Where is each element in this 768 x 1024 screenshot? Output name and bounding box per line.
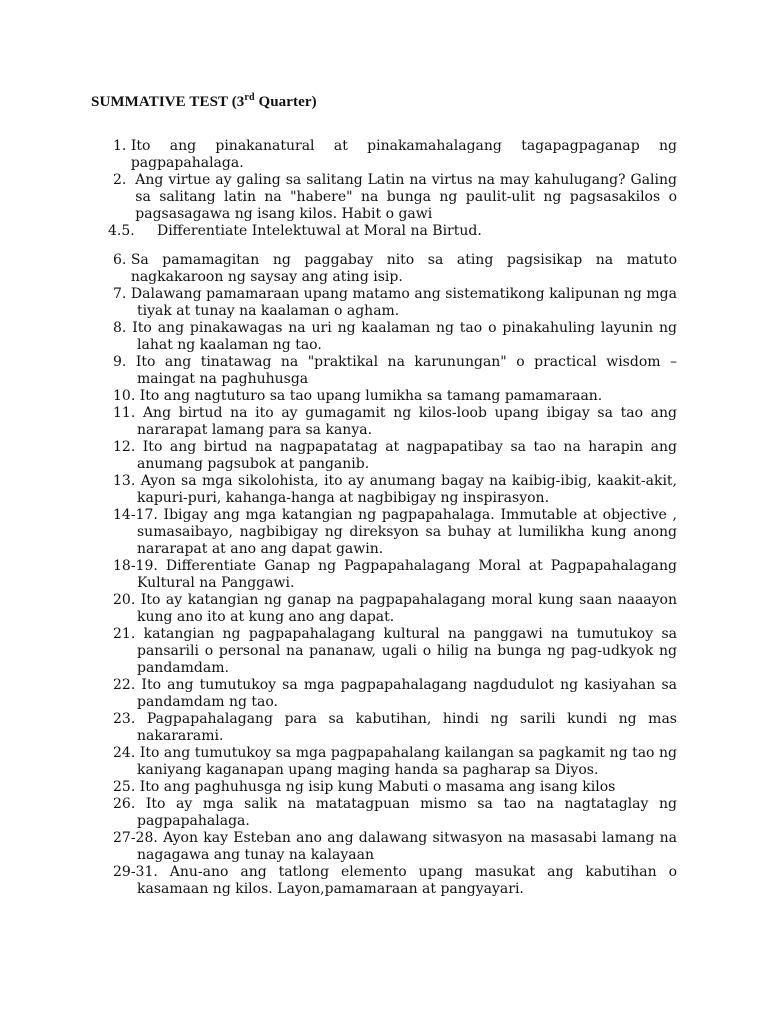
question-item	[113, 286, 677, 320]
question-item	[113, 779, 677, 796]
question-text: Differentiate Ganap ng Pagpapahalagang Moral at Pagpapahalagang Kultural na Panggawi.	[137, 558, 677, 591]
question-number: 24.	[113, 745, 140, 761]
question-number: 9.	[113, 354, 136, 370]
question-item	[113, 138, 677, 172]
question-number: 27-28.	[113, 830, 164, 846]
question-number: 12.	[113, 439, 143, 455]
question-number: 26.	[113, 796, 146, 812]
question-item	[113, 745, 677, 779]
question-text: Ibigay ang mga katangian ng pagpapahalaga. Immutable at objective , sumasaibayo, nagbibigay ng direksyon sa buhay at lumilikha kung anong nararapat at ano ang dapat gawin.	[137, 507, 677, 557]
question-text: Pagpapahalagang para sa kabutihan, hindi ng sarili kundi ng mas nakararami.	[137, 711, 677, 744]
question-item	[113, 626, 677, 677]
question-number: 21.	[113, 626, 144, 642]
spacer	[113, 240, 677, 252]
question-number: 7.	[113, 286, 131, 302]
question-item	[113, 172, 677, 223]
question-text: Ito ang tinatawag na "praktikal na karunungan" o practical wisdom – maingat na paghuhusga	[135, 354, 677, 387]
question-number: 29-31.	[113, 864, 170, 880]
test-title	[91, 92, 317, 111]
title-text: SUMMATIVE TEST (3	[91, 94, 245, 110]
question-item	[113, 388, 677, 405]
question-item	[113, 796, 677, 830]
question-text: Ito ang nagtuturo sa tao upang lumikha sa tamang pamamaraan.	[139, 388, 603, 404]
question-number: 6.	[113, 252, 131, 268]
question-item	[113, 864, 677, 898]
question-number: 2.	[113, 172, 136, 188]
question-number: 20.	[113, 592, 141, 608]
question-item	[113, 439, 677, 473]
question-item	[113, 473, 677, 507]
question-number: 8.	[113, 320, 133, 336]
question-text: Differentiate Intelektuwal at Moral na Birtud.	[156, 223, 482, 239]
question-number: 23.	[113, 711, 147, 727]
question-item	[113, 320, 677, 354]
title-superscript: rd	[244, 92, 255, 103]
question-number: 13.	[113, 473, 141, 489]
question-text: Dalawang pamamaraan upang matamo ang sistematikong kalipunan ng mga tiyak at tunay na kaalaman o agham.	[130, 286, 677, 319]
question-number: 1.	[113, 138, 131, 154]
question-item	[113, 354, 677, 388]
question-text: Ang virtue ay galing sa salitang Latin na virtus na may kahulugang? Galing sa salitang latin na "habere" na bunga ng paulit-ulit ng pagsasakilos o pagsasagawa ng isang kilos. Habit o gawi	[135, 172, 677, 222]
question-list	[108, 138, 678, 898]
question-item	[113, 711, 677, 745]
question-item	[113, 405, 677, 439]
question-text: Ito ang pinakanatural at pinakamahalagang tagapagpaganap ng pagpapahalaga.	[130, 138, 677, 171]
question-item	[113, 592, 677, 626]
question-text: Ito ang paghuhusga ng isip kung Mabuti o masama ang isang kilos	[139, 779, 616, 795]
question-number: 18-19.	[113, 558, 166, 574]
question-text: Ito ang birtud na nagpapatatag at nagpapatibay sa tao na harapin ang anumang pagsubok at panganib.	[137, 439, 677, 472]
question-item	[113, 677, 677, 711]
question-text: Ito ay katangian ng ganap na pagpapahalagang moral kung saan naaayon kung ano ito at kung ano ang dapat.	[137, 592, 678, 625]
question-number: 4.5.	[108, 223, 157, 239]
question-text: katangian ng pagpapahalagang kultural na panggawi na tumutukoy sa pansarili o personal na pananaw, ugali o hilig na bunga ng pag-udkyok ng pandamdam.	[137, 626, 677, 676]
question-text: Sa pamamagitan ng paggabay nito sa ating pagsisikap na matuto nagkakaroon ng saysay ang ating isip.	[130, 252, 677, 285]
question-text: Ayon sa mga sikolohista, ito ay anumang bagay na kaibig-ibig, kaakit-akit, kapuri-puri, kahanga-hanga at nagbibigay ng inspirasyon.	[137, 473, 678, 506]
question-number: 11.	[113, 405, 143, 421]
title-text-end: Quarter)	[254, 94, 317, 110]
question-number: 22.	[113, 677, 142, 693]
question-number: 25.	[113, 779, 140, 795]
question-number: 14-17.	[113, 507, 164, 523]
question-item	[108, 223, 677, 240]
question-item	[113, 252, 677, 286]
question-text: Ito ang tumutukoy sa mga pagpapahalagang nagdudulot ng kasiyahan sa pandamdam ng tao.	[137, 677, 677, 710]
question-number: 10.	[113, 388, 140, 404]
question-text: Ito ay mga salik na matatagpuan mismo sa tao na nagtataglay ng pagpapahalaga.	[137, 796, 677, 829]
question-text: Ito ang pinakawagas na uri ng kaalaman ng tao o pinakahuling layunin ng lahat ng kaalaman ng tao.	[132, 320, 677, 353]
question-text: Ito ang tumutukoy sa mga pagpapahalang kailangan sa pagkamit ng tao ng kaniyang kaganapan upang maging handa sa pagharap sa Diyos.	[137, 745, 678, 778]
question-item	[113, 507, 677, 558]
question-item	[113, 558, 677, 592]
question-text: Anu-ano ang tatlong elemento upang masukat ang kabutihan o kasamaan ng kilos. Layon,pamamaraan at pangyayari.	[137, 864, 677, 897]
question-text: Ang birtud na ito ay gumagamit ng kilos-loob upang ibigay sa tao ang nararapat lamang para sa kanya.	[137, 405, 677, 438]
question-text: Ayon kay Esteban ano ang dalawang sitwasyon na masasabi lamang na nagagawa ang tunay na kalayaan	[137, 830, 677, 863]
question-item	[113, 830, 677, 864]
